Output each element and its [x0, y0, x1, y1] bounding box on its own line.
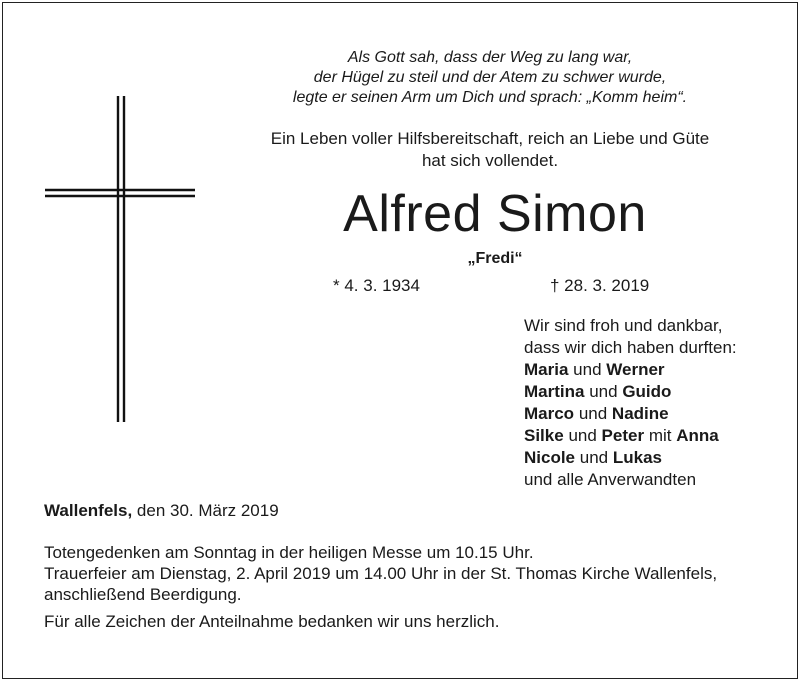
family-line [524, 359, 737, 381]
deceased-name: Alfred Simon [343, 185, 647, 243]
poem-line: legte er seinen Arm um Dich und sprach: „Komm heim“. [292, 89, 688, 106]
family-line [524, 425, 737, 447]
family-member: Werner [606, 360, 665, 379]
connector: und [568, 426, 597, 445]
poem [250, 48, 730, 108]
family-line [524, 403, 737, 425]
family-member: Maria [524, 360, 569, 379]
family-member: Martina [524, 382, 585, 401]
family-line: dass wir dich haben durften: [524, 338, 737, 357]
family-line [524, 381, 737, 403]
poem-line: Als Gott sah, dass der Weg zu lang war, [347, 49, 633, 66]
note-line: Für alle Zeichen der Anteilnahme bedanken wir uns herzlich. [44, 612, 500, 631]
family-line: und alle Anverwandten [524, 470, 697, 489]
family-member: Nicole [524, 448, 576, 467]
family-signature [524, 315, 737, 491]
note-line: anschließend Beerdigung. [44, 585, 242, 604]
family-member: Marco [524, 404, 575, 423]
place-date [44, 501, 279, 521]
connector: mit [648, 426, 672, 445]
family-line: Wir sind froh und dankbar, [524, 316, 723, 335]
birth-date: * 4. 3. 1934 [333, 276, 420, 295]
connector: und [578, 404, 608, 423]
poem-line: der Hügel zu steil und der Atem zu schwer wurde, [313, 69, 667, 86]
note-line: Trauerfeier am Dienstag, 2. April 2019 um 14.00 Uhr in der St. Thomas Kirche Wallenfels, [44, 564, 718, 583]
family-member: Lukas [612, 448, 663, 467]
town: Wallenfels, [44, 501, 133, 520]
nickname: „Fredi“ [467, 250, 523, 267]
cross-icon [40, 96, 200, 426]
family-member: Peter [601, 426, 645, 445]
connector: und [579, 448, 609, 467]
death-date: † 28. 3. 2019 [550, 276, 650, 295]
intro-line: hat sich vollendet. [421, 151, 559, 170]
intro-text [230, 128, 750, 172]
note-line: Totengedenken am Sonntag in der heiligen Messe um 10.15 Uhr. [44, 543, 534, 562]
family-member: Anna [676, 426, 719, 445]
family-member: Silke [524, 426, 564, 445]
family-member: Guido [622, 382, 672, 401]
connector: und [589, 382, 618, 401]
service-notes [44, 542, 717, 632]
family-line [524, 447, 737, 469]
intro-line: Ein Leben voller Hilfsbereitschaft, reich an Liebe und Güte [270, 129, 710, 148]
family-member: Nadine [611, 404, 669, 423]
connector: und [573, 360, 602, 379]
date: den 30. März 2019 [136, 501, 279, 520]
